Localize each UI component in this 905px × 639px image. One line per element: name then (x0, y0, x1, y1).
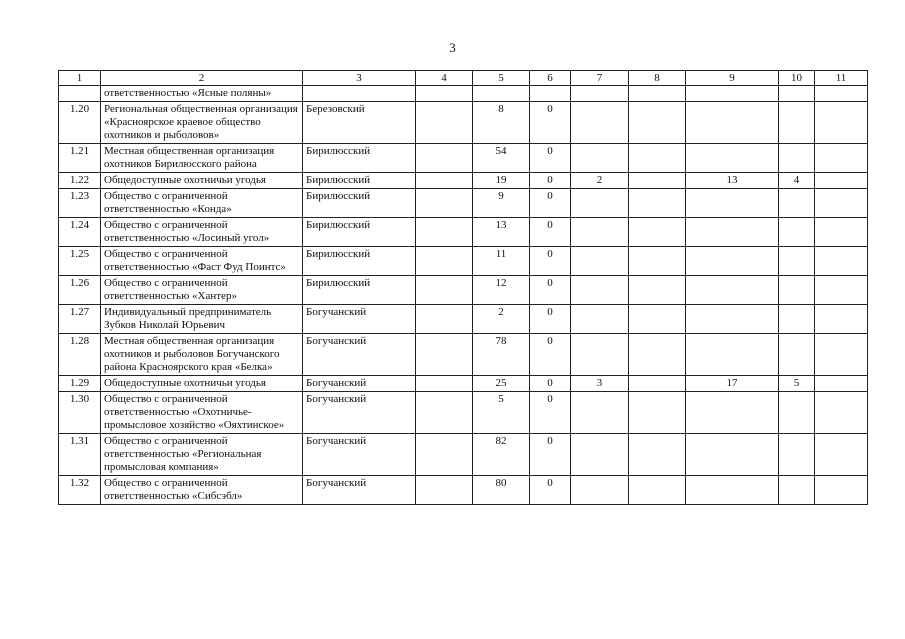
col11-cell (815, 434, 868, 476)
district-cell: Богучанский (303, 376, 416, 392)
table-row (59, 334, 868, 376)
table-body (59, 86, 868, 505)
col10-cell (779, 305, 815, 334)
col10-cell (779, 276, 815, 305)
col7-cell (571, 334, 629, 376)
district-cell: Бирилюсский (303, 144, 416, 173)
col9-cell: 13 (686, 173, 779, 189)
col9-cell (686, 392, 779, 434)
col8-cell (629, 173, 686, 189)
col9-cell (686, 86, 779, 102)
col4-cell (416, 392, 473, 434)
col8-cell (629, 218, 686, 247)
page-number: 3 (449, 40, 456, 55)
col9-cell: 17 (686, 376, 779, 392)
organization-name-cell: Общество с ограниченной ответственностью «Региональная промысловая компания» (101, 434, 303, 476)
organization-name-cell: Региональная общественная организация «Красноярское краевое общество охотников и рыболовов» (101, 102, 303, 144)
col6-cell: 0 (530, 305, 571, 334)
district-cell: Богучанский (303, 476, 416, 505)
organization-name-cell: Общество с ограниченной ответственностью «Охотничье-промысловое хозяйство «Ояхтинское» (101, 392, 303, 434)
district-cell: Бирилюсский (303, 189, 416, 218)
organization-name-cell: Общедоступные охотничьи угодья (101, 173, 303, 189)
column-header-1: 1 (59, 71, 101, 86)
col7-cell (571, 86, 629, 102)
data-table (58, 70, 868, 505)
col4-cell (416, 102, 473, 144)
table-row (59, 102, 868, 144)
organization-name-cell: Общество с ограниченной ответственностью «Хантер» (101, 276, 303, 305)
col8-cell (629, 86, 686, 102)
col11-cell (815, 392, 868, 434)
row-number-cell: 1.31 (59, 434, 101, 476)
col8-cell (629, 276, 686, 305)
column-header-9: 9 (686, 71, 779, 86)
district-cell: Березовский (303, 102, 416, 144)
col9-cell (686, 434, 779, 476)
col7-cell (571, 392, 629, 434)
organization-name-cell: Общество с ограниченной ответственностью «Лосиный угол» (101, 218, 303, 247)
col10-cell (779, 434, 815, 476)
col7-cell (571, 144, 629, 173)
table-row (59, 476, 868, 505)
col5-cell: 25 (473, 376, 530, 392)
col8-cell (629, 476, 686, 505)
col4-cell (416, 305, 473, 334)
col10-cell (779, 334, 815, 376)
col9-cell (686, 247, 779, 276)
table-row (59, 218, 868, 247)
col7-cell (571, 476, 629, 505)
row-number-cell: 1.25 (59, 247, 101, 276)
col10-cell (779, 86, 815, 102)
col4-cell (416, 173, 473, 189)
col7-cell (571, 189, 629, 218)
col7-cell (571, 305, 629, 334)
col8-cell (629, 376, 686, 392)
district-cell: Богучанский (303, 392, 416, 434)
table-row (59, 86, 868, 102)
col6-cell: 0 (530, 376, 571, 392)
col5-cell: 19 (473, 173, 530, 189)
col10-cell (779, 218, 815, 247)
organization-name-cell: Общество с ограниченной ответственностью «Фаст Фуд Поинтс» (101, 247, 303, 276)
district-cell: Бирилюсский (303, 173, 416, 189)
col8-cell (629, 102, 686, 144)
col6-cell: 0 (530, 144, 571, 173)
col4-cell (416, 476, 473, 505)
col10-cell: 4 (779, 173, 815, 189)
col6-cell: 0 (530, 434, 571, 476)
col9-cell (686, 334, 779, 376)
col4-cell (416, 434, 473, 476)
col10-cell (779, 392, 815, 434)
row-number-cell: 1.22 (59, 173, 101, 189)
col9-cell (686, 276, 779, 305)
row-number-cell: 1.24 (59, 218, 101, 247)
col7-cell (571, 247, 629, 276)
col9-cell (686, 218, 779, 247)
col11-cell (815, 305, 868, 334)
col4-cell (416, 376, 473, 392)
column-header-5: 5 (473, 71, 530, 86)
col10-cell (779, 189, 815, 218)
col8-cell (629, 144, 686, 173)
col6-cell: 0 (530, 173, 571, 189)
col4-cell (416, 144, 473, 173)
district-cell: Богучанский (303, 334, 416, 376)
col11-cell (815, 144, 868, 173)
table-row (59, 247, 868, 276)
col4-cell (416, 218, 473, 247)
col6-cell: 0 (530, 189, 571, 218)
organization-name-cell: Общество с ограниченной ответственностью «Конда» (101, 189, 303, 218)
col6-cell: 0 (530, 247, 571, 276)
col9-cell (686, 476, 779, 505)
col11-cell (815, 376, 868, 392)
col6-cell: 0 (530, 392, 571, 434)
col5-cell: 11 (473, 247, 530, 276)
table-row (59, 144, 868, 173)
col11-cell (815, 86, 868, 102)
col7-cell (571, 434, 629, 476)
table-row (59, 434, 868, 476)
organization-name-cell: Местная общественная организация охотников Бирилюсского района (101, 144, 303, 173)
col4-cell (416, 334, 473, 376)
header-row (59, 71, 868, 86)
col7-cell (571, 102, 629, 144)
col6-cell: 0 (530, 102, 571, 144)
col11-cell (815, 247, 868, 276)
col9-cell (686, 189, 779, 218)
col11-cell (815, 476, 868, 505)
organization-name-cell: Общедоступные охотничьи угодья (101, 376, 303, 392)
table-row (59, 376, 868, 392)
col5-cell (473, 86, 530, 102)
table-row (59, 173, 868, 189)
organization-name-cell: ответственностью «Ясные поляны» (101, 86, 303, 102)
col10-cell: 5 (779, 376, 815, 392)
col8-cell (629, 305, 686, 334)
row-number-cell: 1.21 (59, 144, 101, 173)
col6-cell: 0 (530, 476, 571, 505)
col5-cell: 82 (473, 434, 530, 476)
col5-cell: 2 (473, 305, 530, 334)
organization-name-cell: Общество с ограниченной ответственностью «Сибсэбл» (101, 476, 303, 505)
col8-cell (629, 334, 686, 376)
col4-cell (416, 276, 473, 305)
table-row (59, 189, 868, 218)
col4-cell (416, 189, 473, 218)
col11-cell (815, 189, 868, 218)
district-cell: Богучанский (303, 434, 416, 476)
col4-cell (416, 247, 473, 276)
row-number-cell: 1.23 (59, 189, 101, 218)
col8-cell (629, 189, 686, 218)
col6-cell: 0 (530, 334, 571, 376)
row-number-cell: 1.27 (59, 305, 101, 334)
row-number-cell: 1.20 (59, 102, 101, 144)
col10-cell (779, 247, 815, 276)
col7-cell (571, 218, 629, 247)
row-number-cell: 1.28 (59, 334, 101, 376)
column-header-4: 4 (416, 71, 473, 86)
table-row (59, 305, 868, 334)
col7-cell: 3 (571, 376, 629, 392)
district-cell: Бирилюсский (303, 276, 416, 305)
col10-cell (779, 102, 815, 144)
column-header-10: 10 (779, 71, 815, 86)
row-number-cell: 1.32 (59, 476, 101, 505)
col10-cell (779, 476, 815, 505)
col11-cell (815, 173, 868, 189)
organization-name-cell: Местная общественная организация охотников и рыболовов Богучанского района Красноярского края «Белка» (101, 334, 303, 376)
col8-cell (629, 434, 686, 476)
col8-cell (629, 392, 686, 434)
district-cell: Бирилюсский (303, 247, 416, 276)
column-header-2: 2 (101, 71, 303, 86)
column-header-6: 6 (530, 71, 571, 86)
col5-cell: 13 (473, 218, 530, 247)
district-cell (303, 86, 416, 102)
col5-cell: 9 (473, 189, 530, 218)
col4-cell (416, 86, 473, 102)
col7-cell (571, 276, 629, 305)
col9-cell (686, 102, 779, 144)
col5-cell: 5 (473, 392, 530, 434)
col5-cell: 8 (473, 102, 530, 144)
row-number-cell: 1.29 (59, 376, 101, 392)
organization-name-cell: Индивидуальный предприниматель Зубков Николай Юрьевич (101, 305, 303, 334)
row-number-cell: 1.26 (59, 276, 101, 305)
col6-cell: 0 (530, 276, 571, 305)
table-row (59, 392, 868, 434)
table-row (59, 276, 868, 305)
col6-cell (530, 86, 571, 102)
col11-cell (815, 102, 868, 144)
col9-cell (686, 144, 779, 173)
row-number-cell: 1.30 (59, 392, 101, 434)
col9-cell (686, 305, 779, 334)
col5-cell: 12 (473, 276, 530, 305)
column-header-3: 3 (303, 71, 416, 86)
column-header-8: 8 (629, 71, 686, 86)
col8-cell (629, 247, 686, 276)
col11-cell (815, 276, 868, 305)
column-header-7: 7 (571, 71, 629, 86)
district-cell: Богучанский (303, 305, 416, 334)
row-number-cell (59, 86, 101, 102)
district-cell: Бирилюсский (303, 218, 416, 247)
col6-cell: 0 (530, 218, 571, 247)
col7-cell: 2 (571, 173, 629, 189)
col5-cell: 80 (473, 476, 530, 505)
col5-cell: 78 (473, 334, 530, 376)
col10-cell (779, 144, 815, 173)
col11-cell (815, 334, 868, 376)
column-header-11: 11 (815, 71, 868, 86)
col11-cell (815, 218, 868, 247)
col5-cell: 54 (473, 144, 530, 173)
